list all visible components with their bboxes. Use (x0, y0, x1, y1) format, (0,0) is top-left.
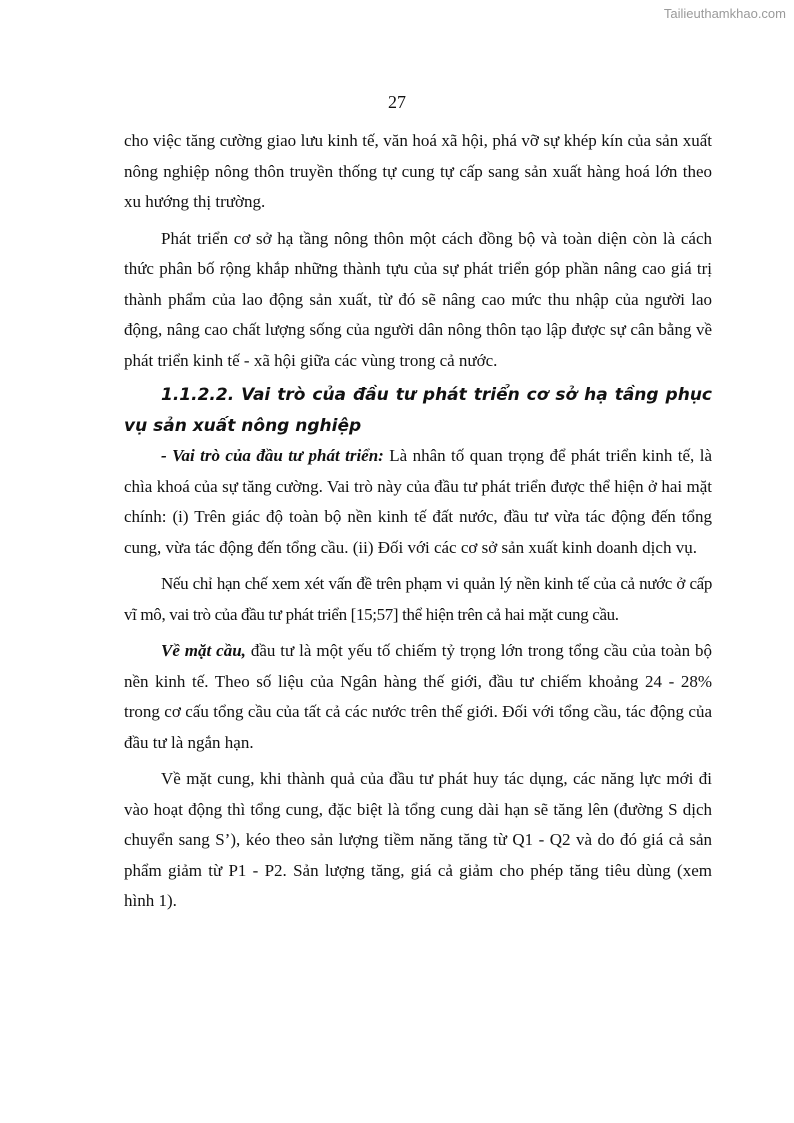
paragraph-continuation: cho việc tăng cường giao lưu kinh tế, văn hoá xã hội, phá vỡ sự khép kín của sản xuất nông nghiệp nông thôn truyền thống tự cung tự cấp sang sản xuất hàng hoá lớn theo xu hướng thị trường. (124, 131, 712, 211)
paragraph-macro-scope: Nếu chỉ hạn chế xem xét vấn đề trên phạm vi quản lý nền kinh tế của cả nước ở cấp vĩ mô, vai trò của đầu tư phát triển [15;57] thể hiện trên cả hai mặt cung cầu. (124, 574, 712, 624)
paragraph-supply: Về mặt cung, khi thành quả của đầu tư phát huy tác dụng, các năng lực mới đi vào hoạt động thì tổng cung, đặc biệt là tổng cung dài hạn sẽ tăng lên (đường S dịch chuyển sang S’), kéo theo sản lượng tiềm năng tăng từ Q1 - Q2 và do đó giá cả sản phẩm giảm từ P1 - P2. Sản lượng tăng, giá cả giảm cho phép tăng tiêu dùng (xem hình 1). (124, 769, 712, 910)
paragraph-role (124, 441, 712, 563)
document-body (124, 126, 712, 917)
watermark: Tailieuthamkhao.com (663, 6, 786, 21)
role-lead: - Vai trò của đầu tư phát triển: (161, 446, 384, 465)
demand-lead: Về mặt cầu, (161, 641, 246, 660)
paragraph-demand (124, 636, 712, 758)
paragraph-infrastructure: Phát triển cơ sở hạ tầng nông thôn một cách đồng bộ và toàn diện còn là cách thức phân bố rộng khắp những thành tựu của sự phát triển góp phần nâng cao giá trị thành phẩm của lao động sản xuất, từ đó sẽ nâng cao mức thu nhập của người lao động, nâng cao chất lượng sống của người dân nông thôn tạo lập được sự cân bằng về phát triển kinh tế - xã hội giữa các vùng trong cả nước. (124, 228, 712, 370)
page-number: 27 (388, 92, 406, 112)
role-body: Là nhân tố quan trọng để phát triển kinh tế, là chìa khoá của sự tăng cường. Vai trò này của đầu tư phát triển được thể hiện ở hai mặt chính: (i) Trên giác độ toàn bộ nền kinh tế đất nước, đầu tư vừa tác động đến tổng cung, vừa tác động đến tổng cầu. (ii) Đối với các cơ sở sản xuất kinh doanh dịch vụ. (124, 446, 712, 557)
section-heading: 1.1.2.2. Vai trò của đầu tư phát triển cơ sở hạ tầng phục vụ sản xuất nông nghiệp (124, 385, 712, 436)
demand-body: đầu tư là một yếu tố chiếm tỷ trọng lớn trong tổng cầu của toàn bộ nền kinh tế. Theo số liệu của Ngân hàng thế giới, đầu tư chiếm khoảng 24 - 28% trong cơ cấu tổng cầu của tất cả các nước trên thế giới. Đối với tổng cầu, tác động của đầu tư là ngắn hạn. (124, 641, 712, 752)
